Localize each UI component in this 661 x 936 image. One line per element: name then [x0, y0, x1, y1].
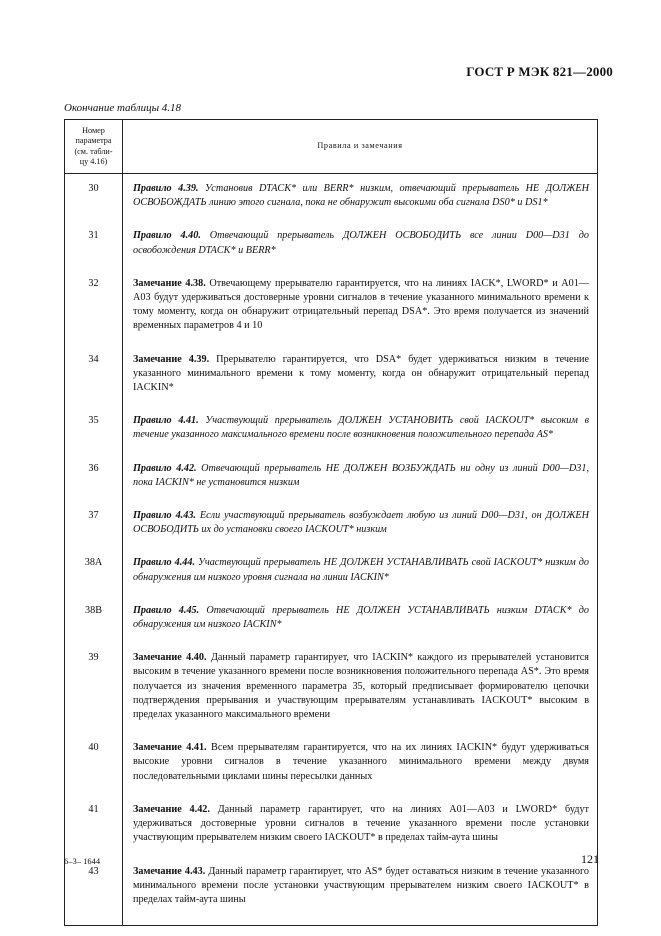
note-label: Замечание 4.39.: [133, 353, 210, 365]
entry-body: Данный параметр гарантирует, что на линиях A01—A03 и LWORD* будут удерживаться достоверные уровни сигналов в течение указанного времени после установки участвующим прерывателем низким своего IACKOUT* в пределах тайм-аута шины: [133, 803, 590, 844]
table-row: [65, 174, 598, 229]
table-caption: Окончание таблицы 4.18: [64, 102, 182, 114]
entry-body: Отвечающий прерыватель НЕ ДОЛЖЕН ВОЗБУЖДАТЬ ни одну из линий D00—D31, пока IACKIN* не установится низким: [133, 462, 589, 488]
entry-body: Данный параметр гарантирует, что IACKIN* каждого из прерывателей установится высоким в течение указанного времени после возникновения положительного перепада AS*. Это время получается из значения временного параметра 35, который предписывает формирователю цепочки подтверждения прерывания и участвующим прерывателям устанавливать IACKOUT* высоким в пределах указанного максимального времени: [133, 652, 589, 721]
rule-text: [123, 461, 598, 508]
parameter-number: 34: [65, 352, 123, 414]
parameter-number: 41: [65, 802, 123, 864]
table-row: [65, 228, 598, 275]
parameter-number: 36: [65, 461, 123, 508]
note-label: Замечание 4.43.: [133, 865, 206, 877]
note-label: Замечание 4.40.: [133, 652, 207, 664]
note-text: [123, 740, 598, 802]
table-row: [65, 650, 598, 740]
table-row: [65, 603, 598, 650]
rule-text: [123, 228, 598, 275]
note-text: [123, 802, 598, 864]
entry-body: Если участвующий прерыватель возбуждает любую из линий D00—D31, он ДОЛЖЕН ОСВОБОДИТЬ их до установки своего IACKOUT* низким: [133, 510, 589, 536]
table-row: [65, 864, 598, 926]
entry-body: Отвечающий прерыватель ДОЛЖЕН ОСВОБОДИТЬ все линии D00—D31 до освобождения DTACK* и BERR*: [133, 230, 589, 256]
table-row: [65, 555, 598, 602]
parameter-number: 39: [65, 650, 123, 740]
rule-text: [123, 413, 598, 460]
rule-label: Правило 4.43.: [133, 510, 196, 522]
entry-body: Прерывателю гарантируется, что DSA* будет удерживаться низким в течение указанного минимального времени к тому моменту, когда он обнаружит отрицательный перепад IACKIN*: [133, 353, 589, 394]
entry-body: Данный параметр гарантирует, что AS* будет оставаться низким в течение указанного минимального времени после установки участвующим прерывателем низким своего IACKOUT* в пределах тайм-аута шины: [133, 865, 590, 905]
entry-body: Участвующий прерыватель ДОЛЖЕН УСТАНОВИТЬ свой IACKOUT* высоким в течение указанного максимального времени после возникновения положительного перепада AS*: [133, 415, 589, 441]
table-row: [65, 413, 598, 460]
parameter-number: 38A: [65, 555, 123, 602]
note-text: [123, 352, 598, 414]
rule-label: Правило 4.42.: [133, 462, 197, 474]
entry-body: Отвечающий прерыватель НЕ ДОЛЖЕН УСТАНАВЛИВАТЬ низким DTACK* до обнаружения им низкого IACKIN*: [133, 604, 589, 631]
entry-body: Всем прерывателям гарантируется, что на их линиях IACKIN* будут удерживаться высокие уровни сигналов в течение указанного минимального времени между двумя последовательными циклами шины пересылки данных: [133, 742, 589, 782]
note-label: Замечание 4.38.: [133, 277, 206, 289]
column-header-rules-and-notes: Правила и замечания: [123, 120, 598, 174]
rule-label: Правило 4.41.: [133, 415, 199, 427]
entry-body: Установив DTACK* или BERR* низким, отвечающий прерыватель НЕ ДОЛЖЕН ОСВОБОЖДАТЬ линию этого сигнала, пока не обнаружит высокими оба сигнала DS0* и DS1*: [133, 183, 589, 209]
table-row: [65, 802, 598, 864]
table-row: [65, 740, 598, 802]
rule-label: Правило 4.45.: [133, 604, 200, 616]
rule-text: [123, 508, 598, 555]
note-label: Замечание 4.42.: [133, 803, 210, 815]
page-number: 121: [581, 852, 599, 866]
entry-body: Участвующий прерыватель НЕ ДОЛЖЕН УСТАНАВЛИВАТЬ свой IACKOUT* низким до обнаружения им низкого уровня сигнала на линии IACKIN*: [133, 557, 589, 583]
parameter-number: 43: [65, 864, 123, 926]
note-text: [123, 650, 598, 740]
rule-label: Правило 4.44.: [133, 557, 195, 569]
print-code: 6–3– 1644: [64, 856, 101, 866]
table-row: [65, 352, 598, 414]
parameter-number: 35: [65, 413, 123, 460]
rule-text: [123, 174, 598, 229]
note-label: Замечание 4.41.: [133, 742, 207, 754]
parameter-number: 38B: [65, 603, 123, 650]
table-row: [65, 508, 598, 555]
rule-label: Правило 4.40.: [133, 230, 201, 242]
table-row: [65, 461, 598, 508]
document-code: ГОСТ Р МЭК 821—2000: [466, 64, 613, 79]
parameter-number: 32: [65, 276, 123, 352]
parameter-number: 37: [65, 508, 123, 555]
note-text: [123, 276, 598, 352]
entry-body: Отвечающему прерывателю гарантируется, что на линиях IACK*, LWORD* и A01—A03 будут удерживаться достоверные уровни сигналов в течение указанного минимального времени к тому моменту, когда он обнаружит отрицательный перепад DSA*. Это время получается из значений временных параметров 4 и 10: [133, 277, 589, 332]
rule-text: [123, 603, 598, 650]
parameter-number: 31: [65, 228, 123, 275]
note-text: [123, 864, 598, 926]
rule-label: Правило 4.39.: [133, 183, 199, 194]
table-row: [65, 276, 598, 352]
column-header-parameter-number: Номер параметра (см. табли- цу 4.16): [65, 120, 123, 174]
rules-table: [64, 119, 598, 926]
parameter-number: 40: [65, 740, 123, 802]
parameter-number: 30: [65, 174, 123, 229]
rule-text: [123, 555, 598, 602]
